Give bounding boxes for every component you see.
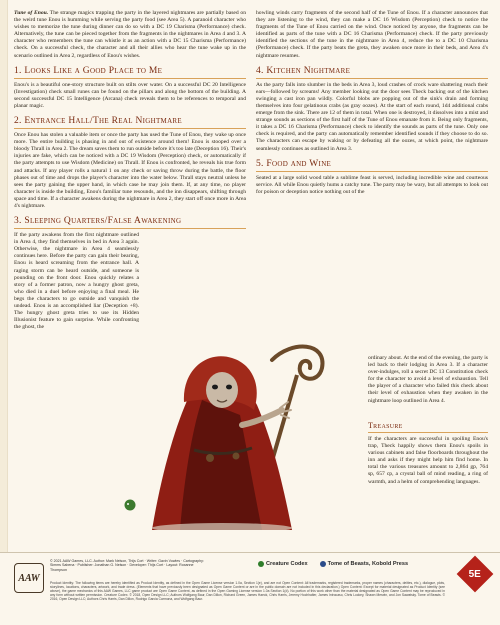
heading-area-5: 5. Food and Wine (256, 159, 488, 172)
intro-text: The strange magics trapping the party in the layered nightmares are partially based on the weird tune Enou is humming while serving the party food (see Area 5). A paranoid character who wishes to memorize the tune during dinner can do so with a DC 19 Charisma (Performance) check. Alternatively, the tune can be pieced together from the fragments in the nightmares in Area 4 and 3. A character who remembers the tune can whistle it as an action with a DC 15 Charisma (Performance) check. On a successful check, the character and all their allies who hear the tune wake up in the scenario outlined in Area 2, regardless of Enou's wishes. (14, 10, 246, 59)
hooded-creature-illustration (122, 330, 368, 530)
aaw-logo: AAW (14, 563, 44, 593)
heading-area-2: 2. Entrance Hall/The Real Nightmare (14, 116, 246, 129)
heading-area-1: 1. Looks Like a Good Place to Me (14, 66, 246, 79)
area-5-text-continued: ordinary about. At the end of the evening, the party is led back to their lodging in Area 3. If a character over-indulges, roll a secret DC 13 Constitution check for the character to avoid a level of exhaustion. Tell the player of a character who failed this check about their level of exhaustion when they awaken in the nightmare loop outlined in Area 4. (368, 355, 488, 404)
area-3-continued-text: howling winds carry fragments of the second half of the Tune of Enou. If a character announces that they are listening to the wind, they can make a DC 16 Wisdom (Perception) check to notice the fragments of the Tune of Enou carried on the wind. Once noticed by anyone, the fragments can be identified as parts of the tune with a DC 16 Charisma (Performance) check. If the party previously identified the sections of the tune in the nightmare in Area 4, reduce the to a DC 10 Charisma (Performance) check. If the party beats the greta, they awaken once more in their beds, and Area 4's nightmare resumes. (256, 10, 488, 59)
heading-treasure: Treasure (368, 420, 488, 433)
treasure-section (368, 420, 488, 486)
area-2-text: Once Enou has stolen a valuable item or once the party has used the Tune of Enou, they wake up once more. The entire building is phasing in and out of existence around them! Enou is stooped over a bloody Thrall in Area 2. The dream saves them to run outside before it's too late (Deception 16). Their's injuries are fake, which can be noticed with a DC 19 Wisdom (Perception) check, or automatically if the party attempts to use Wisdom (Medicine) on Thrall. If Enou is confronted, he reveals his true form and attacks. If any player rolls a natural 1 on any check or saving throw during the battle, the floor phases out of time and drops the player's character into the water below. Thrall stays neutral unless he sees the party gaining the upper hand, in which case he may join them. If, at any time, no player character is inside the building, Enou's familiar tune resounds, and the inn disappears, shifting through space and time. If a character awakens during the nightmare in Area 2, they start off once more in Area 4's nightmare. (14, 132, 246, 209)
page-footer (0, 552, 500, 625)
brand-tome-of-beasts (320, 561, 408, 567)
5e-logo (457, 556, 494, 593)
brand-creature-codex-label: Creature Codex (266, 561, 308, 567)
footer-legal-text: Product Identity: The following items are hereby identified as Product Identity, as defined in the Open Game License version 1.0a, Section 1(e), and are not Open Content: All trademarks, registered trademarks, proper names (characters, deities, etc.), dialogue, plots, storylines, locations, characters, artwork, and trade dress. (Elements that have previously been designated as Open Game Content or are in the public domain are not included in this declaration.) Open Content: Except for material designated as Product Identity (see above), the game mechanics of this AAW Games, LLC game product are Open Game Content, as defined in the Open Gaming License version 1.0a Section 1(d). No portion of this work other than the material designated as Open Game Content may be reproduced in any form without written permission. Creature Codex. © 2018, Open Design LLC; Authors Wolfgang Baur, Dan Dillon, Richard Green, James Haeck, Chris Harris, Jeremy Hochhalter, James Introcaso, Chris Lockey, Shawn Merwin, and Jon Sawatsky. Tome of Beasts. © 2016, Open Design LLC; Authors Chris Harris, Dan Dillon, Rodrigo Garcia Carmona, and Wolfgang Baur. (50, 581, 445, 601)
area-5-text: Seated at a large solid wood table a sublime feast is served, including incredible wine and courteous service. All while Enou quietly hums a catchy tune. The party may be wary, but all attempts to look out for poison or deception notice nothing out of the (256, 174, 488, 195)
left-column (14, 10, 246, 334)
tome-of-beasts-icon (320, 561, 326, 567)
brand-tome-of-beasts-label: Tome of Beasts, Kobold Press (327, 561, 409, 567)
5e-logo-label: 5E (468, 568, 482, 580)
intro-paragraph (14, 10, 246, 60)
area-4-text: As the party falls into slumber in the beds in Area 3, loud crashes of crock ware shattering reach their ears—followed by screams! Any member looking out the door sees Theck backing out of the kitchen swinging a cast iron pan wildly. Colorful blobs are popping out of the sink's drain and forming themselves into four gelatinous crabs (as gray oozes). At the start of each round, 1d4 additional crabs emerge from the sink. There are 12 of them in total. When one is destroyed, it dissolves into a mist and strange sounds as sections of the first half of the Tune of Enou emanate from it. Being only fragments, it takes a DC 16 Charisma (Performance) check to identify the sounds as parts of the tune. Only one check is required, and the party can automatically remember identified sounds if they choose to do so. The characters can escape by waking or by defeating all the oozes, at which point, the nightmare seamlessly continues as outlined in Area 3. (256, 81, 488, 152)
ghost-greta-icon (118, 498, 146, 512)
creature-codex-icon (258, 561, 264, 567)
right-column (256, 10, 488, 199)
page-edge (0, 0, 8, 625)
footer-copyright: © 2021 AAW Games, LLC. Author: Mark Nelson, Thijs Cort · Writer: Gavin Vowles · Cartography: Simms Sabena · Publisher: Jonathan G. Nelson · Developer: Thijs Cort · Layout: Roxanne Thompson (50, 559, 204, 572)
area-1-text: Enou's is a beautiful one-story structure built on stilts over water. On a successful DC 20 Intelligence (Investigation) check small runes can be found on the pillars and along the bottom of the building. A second successful DC 15 Intelligence (Arcana) check reveals them to be references to temporal and planar magic. (14, 81, 246, 109)
brand-creature-codex (258, 561, 308, 567)
treasure-text: If the characters are successful in spoiling Enou's trap, Theck happily shows them Enou's spoils in various cabinets and false floorboards throughout the inn and asks if they might help him find home. In total the various treasures amount to 2,864 gp, 764 sp, 657 cp, a crystal ball of mind reading, a ring of warmth, and a helm of comprehending languages. (368, 436, 488, 485)
heading-area-3: 3. Sleeping Quarters/False Awakening (14, 216, 246, 229)
heading-area-4: 4. Kitchen Nightmare (256, 66, 488, 79)
intro-lead: Tune of Enou. (14, 10, 49, 16)
footer-brands (258, 561, 408, 567)
area-3-text: If the party awakens from the first nightmare outlined in Area 4, they find themselves in bed in Area 3 again. Otherwise, the nightmare in Area 4 seamlessly continues here. Before the party can gain their bearing, Enou is heard screaming from the entrance hall. A raging storm can be heard outside, and someone is pounding on the front door. Enou quickly relates a story of a former patron, now a hungry ghost greta, who died in a duel before enjoying a final meal. He begs the characters to go outside and vanquish the undead. Enou is an accomplished liar (Deception +8). The hungry ghost greta tries to use its Hidden Illusionist feature to gain surprise. While confronting the ghost, the (14, 232, 139, 331)
